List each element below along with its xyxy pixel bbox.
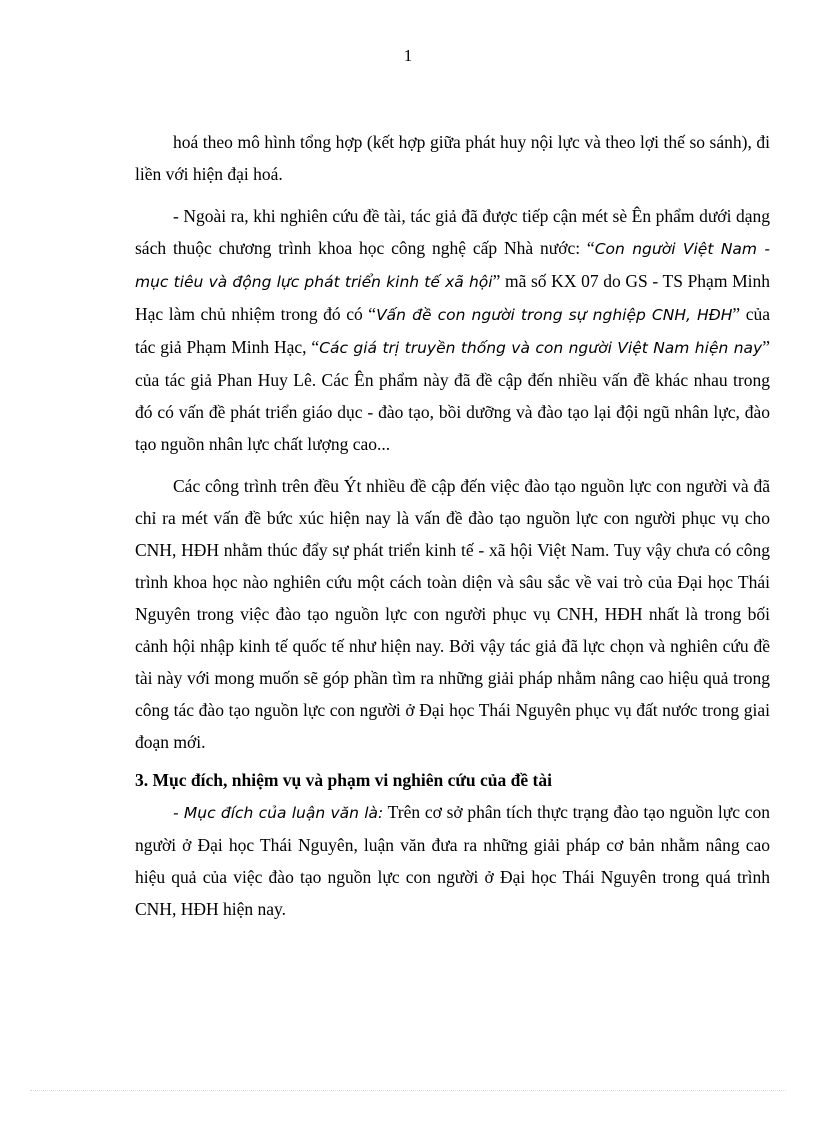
page-number: 1 (403, 46, 413, 65)
paragraph-4-italic-1: - Mục đích của luận văn là: (173, 804, 384, 822)
paragraph-2-text-1: - Ngoài ra, khi nghiên cứu đề tài, tác giả đã được tiếp cận mét sè Ên phẩm dưới dạng sách thuộc chương trình khoa học công nghệ cấp Nhà nước: “ (135, 206, 770, 258)
paragraph-1: hoá theo mô hình tổng hợp (kết hợp giữa phát huy nội lực và theo lợi thế so sánh), đi liền với hiện đại hoá. (135, 132, 770, 184)
paragraph-2-text-3: ” của tác giả Phạm Minh Hạc, “ (135, 304, 770, 357)
section-heading: 3. Mục đích, nhiệm vụ và phạm vi nghiên cứu của đề tài (135, 770, 552, 790)
paragraph-2-italic-3: Các giá trị truyền thống và con người Việt Nam hiện nay (319, 339, 763, 357)
paragraph-2-italic-2: Vấn đề con người trong sự nghiệp CNH, HĐH (376, 306, 733, 324)
paragraph-4 (135, 796, 770, 925)
paragraph-2 (135, 200, 770, 460)
footer-divider (30, 1090, 786, 1091)
document-body (135, 126, 770, 925)
paragraph-2-text-2: ” mã số KX 07 do GS - TS Phạm Minh Hạc làm chủ nhiệm trong đó có “ (135, 271, 770, 324)
paragraph-4-text-1: Trên cơ sở phân tích thực trạng đào tạo nguồn lực con người ở Đại học Thái Nguyên, luận văn đưa ra những giải pháp cơ bản nhằm nâng cao hiệu quả của việc đào tạo nguồn lực con người ở Đại học Thái Nguyên trong quá trình CNH, HĐH hiện nay. (135, 802, 770, 919)
paragraph-2-text-4: ” của tác giả Phan Huy Lê. Các Ên phẩm này đã đề cập đến nhiều vấn đề khác nhau trong đó có vấn đề phát triển giáo dục - đào tạo, bồi dưỡng và đào tạo lại đội ngũ nhân lực, đào tạo nguồn nhân lực chất lượng cao... (135, 337, 770, 454)
paragraph-3: Các công trình trên đều Ýt nhiều đề cập đến việc đào tạo nguồn lực con người và đã chỉ ra mét vấn đề bức xúc hiện nay là vấn đề đào tạo nguồn lực con người phục vụ cho CNH, HĐH nhằm thúc đẩy sự phát triển kinh tế - xã hội Việt Nam. Tuy vậy chưa có công trình khoa học nào nghiên cứu một cách toàn diện và sâu sắc về vai trò của Đại học Thái Nguyên trong việc đào tạo nguồn lực con người phục vụ CNH, HĐH nhất là trong bối cảnh hội nhập kinh tế quốc tế như hiện nay. Bởi vậy tác giả đã lực chọn và nghiên cứu đề tài này với mong muốn sẽ góp phần tìm ra những giải pháp nhằm nâng cao hiệu quả trong công tác đào tạo nguồn lực con người ở Đại học Thái Nguyên phục vụ đất nước trong giai đoạn mới. (135, 476, 770, 752)
paragraph-2-italic-1: Con người Việt Nam - mục tiêu và động lực phát triển kinh tế xã hội (135, 240, 770, 291)
